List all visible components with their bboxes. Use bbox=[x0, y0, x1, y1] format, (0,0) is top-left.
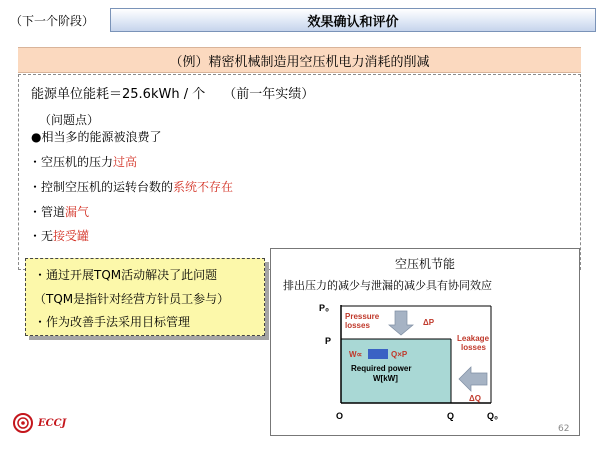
arrow-down-icon bbox=[389, 311, 413, 335]
delta-p-label: ΔP bbox=[423, 318, 435, 327]
solution-line: （TQM是指针对经营方针员工参与） bbox=[34, 292, 230, 306]
formula-left: W∝ bbox=[349, 350, 363, 359]
problem-item-text: ・空压机的压力 bbox=[29, 155, 114, 169]
leakage-losses-label: losses bbox=[461, 343, 486, 352]
compressor-subtitle: 排出压力的减少与泄漏的减少具有协同效应 bbox=[283, 279, 492, 292]
problem-item-text: ・无 bbox=[29, 229, 54, 243]
problem-item-highlight: 过高 bbox=[113, 155, 138, 169]
problem-section bbox=[18, 74, 581, 270]
p0-label: P₀ bbox=[319, 303, 330, 313]
arrow-left-icon bbox=[459, 367, 487, 391]
solution-note bbox=[25, 258, 265, 336]
required-power-unit: W[kW] bbox=[373, 374, 398, 383]
page-title: 效果确认和评价 bbox=[110, 8, 596, 32]
page-number: 62 bbox=[558, 424, 570, 434]
problem-item bbox=[29, 203, 89, 220]
pressure-flow-diagram bbox=[311, 301, 551, 437]
required-power-label: Required power bbox=[351, 364, 412, 373]
problem-item bbox=[29, 227, 89, 244]
problem-item bbox=[29, 153, 137, 170]
stage-label: （下一个阶段） bbox=[10, 14, 95, 28]
problem-item-text: ・管道 bbox=[29, 205, 66, 219]
eccj-logo bbox=[12, 412, 66, 434]
origin-label: O bbox=[336, 411, 344, 421]
formula-box-icon bbox=[368, 349, 388, 359]
eccj-logo-icon bbox=[12, 412, 34, 434]
p-label: P bbox=[325, 336, 332, 346]
problem-item-highlight: 接受罐 bbox=[53, 229, 90, 243]
q-label: Q bbox=[447, 411, 455, 421]
problem-item bbox=[29, 178, 233, 195]
problem-item-text: ・控制空压机的运转台数的 bbox=[29, 180, 174, 194]
pressure-losses-label: Pressure bbox=[345, 312, 380, 321]
solution-line: ・通过开展TQM活动解决了此问题 bbox=[34, 268, 218, 282]
energy-note: （前一年实绩） bbox=[223, 87, 315, 102]
logo-text: ECCJ bbox=[38, 417, 67, 429]
compressor-panel bbox=[270, 248, 580, 436]
energy-value: 能源单位能耗＝25.6kWh / 个 bbox=[31, 87, 206, 102]
problem-heading: （问题点） bbox=[39, 113, 100, 127]
problem-item-highlight: 漏气 bbox=[65, 205, 90, 219]
example-banner: （例）精密机械制造用空压机电力消耗的削减 bbox=[18, 47, 581, 73]
pressure-losses-label: losses bbox=[345, 321, 370, 330]
problem-main-bullet: ●相当多的能源被浪费了 bbox=[31, 130, 162, 144]
compressor-title: 空压机节能 bbox=[394, 257, 455, 271]
leakage-losses-label: Leakage bbox=[457, 334, 490, 343]
formula-right: Q×P bbox=[391, 350, 408, 359]
problem-item-highlight: 系统不存在 bbox=[173, 180, 234, 194]
q0-label: Q₀ bbox=[487, 411, 499, 421]
solution-line: ・作为改善手法采用目标管理 bbox=[34, 315, 191, 329]
delta-q-label: ΔQ bbox=[469, 394, 481, 403]
energy-consumption-line bbox=[31, 83, 314, 102]
